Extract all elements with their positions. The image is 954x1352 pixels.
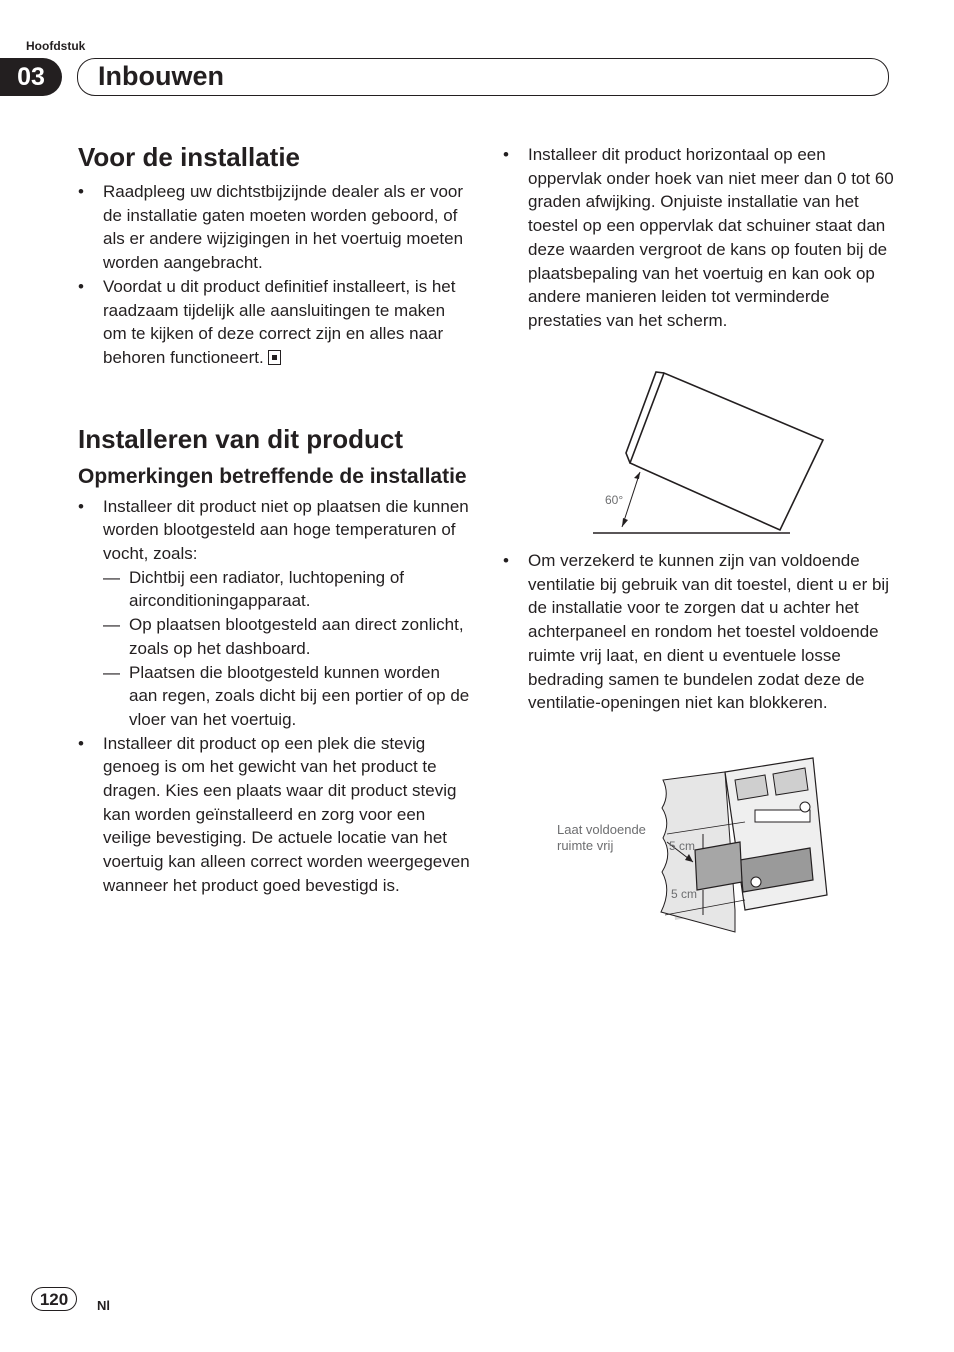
list-item-text: Voordat u dit product definitief installeert, is het raadzaam tijdelijk alle aansluitingen te maken om te kijken of deze correct zijn en alles naar behoren functioneert.: [103, 276, 456, 367]
dash-mark: —: [103, 662, 120, 682]
dash-item: [78, 613, 470, 660]
language-code: Nl: [97, 1298, 110, 1313]
chapter-title-box: [77, 58, 889, 96]
chapter-title: Inbouwen: [98, 61, 224, 91]
chapter-label: Hoofdstuk: [26, 39, 86, 53]
list-item-text: Raadpleeg uw dichtstbijzijnde dealer als er voor de installatie gaten moeten worden geboord, of als er andere wijzigingen in het voertuig moeten worden aangebracht.: [103, 182, 464, 273]
angle-label: 60°: [605, 493, 624, 507]
right-column: [503, 143, 898, 333]
dash-item-text: Op plaatsen blootgesteld aan direct zonlicht, zoals op het dashboard.: [129, 615, 464, 658]
chapter-number: 03: [0, 58, 62, 96]
dim-top-label: 5 cm: [669, 839, 696, 853]
section-title-before-installation: Voor de installatie: [78, 142, 301, 172]
left-column: [78, 140, 470, 898]
dash-mark: —: [103, 615, 120, 635]
list-item: [78, 180, 470, 275]
dash-item: [78, 566, 470, 613]
list-item: [503, 143, 898, 333]
list-item-text: Om verzekerd te kunnen zijn van voldoende ventilatie bij gebruik van dit toestel, dient u er bij de installatie voor te zorgen dat u achter het achterpaneel en rondom het toestel voldoende ruimte vrij laat, en dient u eventuele losse bedrading samen te bundelen zodat deze de ventilatie-openingen niet kan blokkeren.: [528, 551, 889, 713]
list-item: [78, 732, 470, 898]
list-item: [78, 275, 470, 370]
dash-mark: —: [103, 567, 120, 587]
vent-label: [557, 822, 646, 854]
end-of-section-icon: [268, 350, 281, 365]
subsection-title-installation-notes: Opmerkingen betreffende de installatie: [78, 464, 467, 488]
section-title-installing: Installeren van dit product: [78, 423, 404, 454]
right-list-top: [503, 143, 898, 333]
vent-label-line1: Laat voldoende: [557, 822, 646, 837]
list-item-text: Installeer dit product niet op plaatsen die kunnen worden blootgesteld aan hoge temperaturen of vocht, zoals:: [103, 496, 469, 564]
dash-item-text: Plaatsen die blootgesteld kunnen worden aan regen, zoals dicht bij een portier of op de vloer van het voertuig.: [129, 662, 470, 729]
list-item-text: Installeer dit product horizontaal op een oppervlak onder hoek van niet meer dan 0 tot 60 graden afwijking. Onjuiste installatie van het toestel op een oppervlak dat schuiner staat dan deze waarden vergroot de kans op fouten bij de plaatsbepaling van het voertuig en kan ook op andere manieren leiden tot verminderde prestaties van het scherm.: [528, 145, 894, 330]
list-item-text: Installeer dit product op een plek die stevig genoeg is om het gewicht van het product te dragen. Kies een plaats waar dit product stevig kan worden geïnstalleerd en zorg voor een veilige bevestiging. De actuele locatie van het voertuig kan alleen correct worden weergegeven wanneer het product goed bevestigd is.: [103, 733, 470, 895]
dash-item: [78, 661, 470, 732]
list-item: [503, 549, 898, 715]
before-installation-list: [78, 180, 470, 370]
dash-item-text: Dichtbij een radiator, luchtopening of airconditioningapparaat.: [129, 567, 405, 611]
dim-bottom-label: 5 cm: [671, 887, 698, 901]
vent-label-line2: ruimte vrij: [557, 838, 614, 853]
right-list-bottom: [503, 549, 898, 715]
page-number: 120: [31, 1287, 77, 1311]
tilt-angle-diagram: [590, 365, 830, 540]
right-column-lower: [503, 549, 898, 715]
installation-notes-list: [78, 495, 470, 898]
list-item: [78, 495, 470, 566]
